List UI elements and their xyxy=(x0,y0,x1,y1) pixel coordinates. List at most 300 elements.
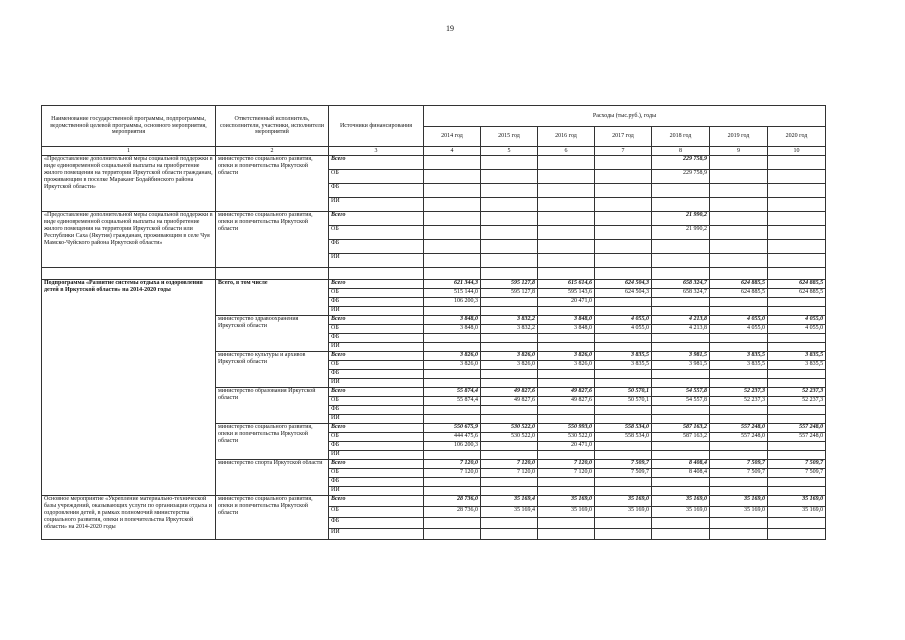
value-cell xyxy=(652,442,710,451)
funding-source-cell: ФБ xyxy=(329,184,424,198)
value-cell: 444 475,6 xyxy=(424,433,481,442)
funding-source-cell: ИИ xyxy=(329,379,424,388)
value-cell xyxy=(652,478,710,487)
value-cell: 587 163,2 xyxy=(652,424,710,433)
value-cell: 658 324,7 xyxy=(652,280,710,289)
value-cell: 3 981,5 xyxy=(652,352,710,361)
executor-cell: министерство социального развития, опеки и попечительства Иркутской области xyxy=(216,212,329,268)
funding-source-cell: ОБ xyxy=(329,170,424,184)
funding-source-cell: Всего xyxy=(329,352,424,361)
header-source: Источники финансирования xyxy=(329,106,424,147)
value-cell: 624 885,5 xyxy=(710,289,768,298)
funding-source-cell: ФБ xyxy=(329,442,424,451)
value-cell: 3 832,2 xyxy=(481,325,538,334)
value-cell: 35 169,0 xyxy=(595,496,652,507)
value-cell: 4 055,0 xyxy=(768,316,826,325)
value-cell: 35 169,0 xyxy=(538,507,595,518)
value-cell xyxy=(538,415,595,424)
value-cell xyxy=(710,478,768,487)
spacer-row xyxy=(42,268,826,280)
value-cell: 530 522,0 xyxy=(481,433,538,442)
value-cell xyxy=(424,478,481,487)
funding-source-cell: ОБ xyxy=(329,433,424,442)
funding-source-cell: ФБ xyxy=(329,518,424,529)
program-name-cell: Основное мероприятие «Укрепление материально-технической базы учреждений, оказывающих услуги по организации отдыха и оздоровления детей, в рамках полномочий министерства социального развития, опеки и попечительства Иркутской области» на 2014-2020 годы xyxy=(42,496,216,540)
value-cell: 3 981,5 xyxy=(652,361,710,370)
value-cell xyxy=(424,254,481,268)
value-cell: 624 504,3 xyxy=(595,289,652,298)
funding-source-cell: ОБ xyxy=(329,397,424,406)
value-cell: 550 675,9 xyxy=(424,424,481,433)
value-cell xyxy=(768,415,826,424)
funding-source-cell: ОБ xyxy=(329,361,424,370)
value-cell xyxy=(710,406,768,415)
value-cell xyxy=(538,451,595,460)
value-cell xyxy=(595,451,652,460)
empty-cell xyxy=(595,268,652,280)
value-cell: 35 169,0 xyxy=(768,496,826,507)
value-cell xyxy=(595,298,652,307)
value-cell: 3 826,0 xyxy=(424,361,481,370)
funding-source-cell: Всего xyxy=(329,388,424,397)
value-cell xyxy=(768,343,826,352)
value-cell xyxy=(595,343,652,352)
value-cell xyxy=(768,529,826,540)
value-cell xyxy=(652,343,710,352)
value-cell xyxy=(538,518,595,529)
value-cell xyxy=(710,529,768,540)
value-cell xyxy=(538,370,595,379)
value-cell xyxy=(768,334,826,343)
funding-source-cell: ИИ xyxy=(329,254,424,268)
value-cell: 35 169,4 xyxy=(481,507,538,518)
value-cell xyxy=(424,529,481,540)
value-cell xyxy=(424,406,481,415)
value-cell xyxy=(595,170,652,184)
funding-source-cell: ИИ xyxy=(329,343,424,352)
value-cell xyxy=(710,415,768,424)
funding-source-cell: Всего xyxy=(329,460,424,469)
value-cell: 4 055,0 xyxy=(710,325,768,334)
value-cell: 52 237,3 xyxy=(768,388,826,397)
executor-cell: министерство здравоохранения Иркутской области xyxy=(216,316,329,352)
value-cell: 106 200,3 xyxy=(424,442,481,451)
value-cell xyxy=(710,226,768,240)
column-number: 2 xyxy=(216,147,329,156)
value-cell: 49 827,6 xyxy=(538,388,595,397)
header-executor: Ответственный исполнитель, соисполнители, участники, исполнители мероприятий xyxy=(216,106,329,147)
value-cell: 558 534,0 xyxy=(595,424,652,433)
value-cell: 515 144,0 xyxy=(424,289,481,298)
value-cell: 54 557,8 xyxy=(652,397,710,406)
value-cell: 229 758,9 xyxy=(652,170,710,184)
funding-source-cell: ОБ xyxy=(329,289,424,298)
value-cell xyxy=(481,442,538,451)
value-cell xyxy=(538,212,595,226)
value-cell xyxy=(481,518,538,529)
table-row xyxy=(42,496,826,507)
value-cell: 3 835,5 xyxy=(595,352,652,361)
value-cell: 106 200,3 xyxy=(424,298,481,307)
value-cell xyxy=(538,406,595,415)
value-cell xyxy=(538,334,595,343)
funding-source-cell: ОБ xyxy=(329,469,424,478)
value-cell xyxy=(652,370,710,379)
funding-source-cell: ФБ xyxy=(329,298,424,307)
value-cell xyxy=(538,307,595,316)
header-year: 2019 год xyxy=(710,127,768,147)
value-cell: 7 509,7 xyxy=(768,460,826,469)
value-cell: 7 509,7 xyxy=(710,469,768,478)
value-cell: 49 827,6 xyxy=(481,397,538,406)
value-cell: 4 213,8 xyxy=(652,316,710,325)
value-cell xyxy=(424,518,481,529)
value-cell: 530 522,0 xyxy=(481,424,538,433)
value-cell: 7 120,0 xyxy=(481,469,538,478)
empty-cell xyxy=(42,268,216,280)
value-cell xyxy=(595,370,652,379)
header-year: 2016 год xyxy=(538,127,595,147)
value-cell xyxy=(768,442,826,451)
table-body xyxy=(42,106,826,540)
executor-cell: министерство образования Иркутской области xyxy=(216,388,329,424)
value-cell xyxy=(768,298,826,307)
value-cell xyxy=(595,415,652,424)
value-cell xyxy=(481,343,538,352)
value-cell: 3 835,5 xyxy=(768,361,826,370)
value-cell: 624 885,5 xyxy=(768,280,826,289)
value-cell xyxy=(481,170,538,184)
value-cell: 7 120,0 xyxy=(538,469,595,478)
value-cell xyxy=(481,226,538,240)
value-cell: 7 509,7 xyxy=(595,460,652,469)
value-cell xyxy=(481,198,538,212)
value-cell xyxy=(424,212,481,226)
column-number: 6 xyxy=(538,147,595,156)
value-cell: 530 522,0 xyxy=(538,433,595,442)
value-cell: 557 248,0 xyxy=(768,433,826,442)
column-number: 1 xyxy=(42,147,216,156)
funding-source-cell: Всего xyxy=(329,156,424,170)
table-row xyxy=(42,280,826,289)
value-cell: 28 736,0 xyxy=(424,507,481,518)
funding-source-cell: ФБ xyxy=(329,406,424,415)
value-cell: 3 848,0 xyxy=(424,316,481,325)
value-cell: 595 127,8 xyxy=(481,289,538,298)
empty-cell xyxy=(538,268,595,280)
value-cell xyxy=(768,170,826,184)
value-cell xyxy=(652,184,710,198)
value-cell: 3 848,0 xyxy=(538,325,595,334)
value-cell: 3 832,2 xyxy=(481,316,538,325)
value-cell xyxy=(768,379,826,388)
value-cell xyxy=(481,370,538,379)
value-cell: 595 127,8 xyxy=(481,280,538,289)
value-cell: 35 169,0 xyxy=(595,507,652,518)
header-expenses: Расходы (тыс.руб.), годы xyxy=(424,106,826,127)
value-cell: 49 827,6 xyxy=(481,388,538,397)
value-cell xyxy=(481,451,538,460)
value-cell xyxy=(710,212,768,226)
value-cell xyxy=(710,487,768,496)
value-cell xyxy=(424,170,481,184)
value-cell: 35 169,0 xyxy=(652,496,710,507)
value-cell: 7 509,7 xyxy=(768,469,826,478)
column-number: 4 xyxy=(424,147,481,156)
funding-source-cell: Всего xyxy=(329,424,424,433)
value-cell xyxy=(768,307,826,316)
funding-source-cell: Всего xyxy=(329,496,424,507)
value-cell xyxy=(538,254,595,268)
value-cell: 52 237,3 xyxy=(768,397,826,406)
column-numbers-row xyxy=(42,147,826,156)
value-cell: 35 169,0 xyxy=(538,496,595,507)
value-cell: 3 826,0 xyxy=(424,352,481,361)
program-name-cell: Подпрограмма «Развитие системы отдыха и оздоровления детей в Иркутской области» на 2014-2020 годы xyxy=(42,280,216,496)
value-cell xyxy=(710,442,768,451)
value-cell xyxy=(595,226,652,240)
column-number: 8 xyxy=(652,147,710,156)
value-cell: 3 835,5 xyxy=(710,352,768,361)
value-cell xyxy=(652,298,710,307)
value-cell: 595 143,6 xyxy=(538,289,595,298)
value-cell xyxy=(710,451,768,460)
funding-source-cell: Всего xyxy=(329,212,424,226)
funding-source-cell: ИИ xyxy=(329,487,424,496)
value-cell xyxy=(538,240,595,254)
value-cell: 587 163,2 xyxy=(652,433,710,442)
header-year: 2014 год xyxy=(424,127,481,147)
value-cell xyxy=(710,334,768,343)
value-cell: 557 248,0 xyxy=(710,424,768,433)
value-cell xyxy=(538,487,595,496)
value-cell: 7 120,0 xyxy=(424,460,481,469)
value-cell: 3 826,0 xyxy=(538,352,595,361)
value-cell: 3 835,5 xyxy=(768,352,826,361)
funding-source-cell: ФБ xyxy=(329,240,424,254)
value-cell: 3 826,0 xyxy=(481,352,538,361)
value-cell: 558 534,0 xyxy=(595,433,652,442)
value-cell xyxy=(652,406,710,415)
value-cell xyxy=(481,156,538,170)
header-year: 2018 год xyxy=(652,127,710,147)
value-cell xyxy=(595,184,652,198)
value-cell: 7 509,7 xyxy=(595,469,652,478)
value-cell xyxy=(481,240,538,254)
value-cell xyxy=(595,487,652,496)
value-cell xyxy=(538,156,595,170)
value-cell: 35 169,0 xyxy=(710,496,768,507)
value-cell: 624 885,5 xyxy=(710,280,768,289)
value-cell xyxy=(710,254,768,268)
value-cell xyxy=(481,212,538,226)
value-cell xyxy=(768,451,826,460)
value-cell xyxy=(768,518,826,529)
page-number: 19 xyxy=(446,24,454,33)
funding-source-cell: ОБ xyxy=(329,226,424,240)
value-cell xyxy=(768,240,826,254)
value-cell xyxy=(424,198,481,212)
value-cell xyxy=(481,379,538,388)
value-cell: 3 826,0 xyxy=(538,361,595,370)
value-cell xyxy=(481,298,538,307)
value-cell xyxy=(768,370,826,379)
value-cell xyxy=(595,518,652,529)
value-cell: 7 509,7 xyxy=(710,460,768,469)
value-cell xyxy=(424,334,481,343)
value-cell: 229 758,9 xyxy=(652,156,710,170)
value-cell: 52 237,3 xyxy=(710,397,768,406)
value-cell: 35 169,0 xyxy=(710,507,768,518)
value-cell xyxy=(481,478,538,487)
value-cell: 4 055,0 xyxy=(768,325,826,334)
value-cell xyxy=(424,370,481,379)
value-cell xyxy=(424,184,481,198)
value-cell xyxy=(424,379,481,388)
value-cell xyxy=(768,226,826,240)
value-cell: 7 120,0 xyxy=(481,460,538,469)
column-number: 9 xyxy=(710,147,768,156)
value-cell xyxy=(538,184,595,198)
value-cell xyxy=(652,240,710,254)
value-cell xyxy=(595,406,652,415)
value-cell xyxy=(538,170,595,184)
funding-source-cell: ОБ xyxy=(329,507,424,518)
empty-cell xyxy=(652,268,710,280)
value-cell: 21 990,2 xyxy=(652,212,710,226)
value-cell: 3 826,0 xyxy=(481,361,538,370)
value-cell xyxy=(768,254,826,268)
value-cell: 35 169,0 xyxy=(768,507,826,518)
value-cell: 3 848,0 xyxy=(424,325,481,334)
value-cell xyxy=(768,184,826,198)
column-number: 3 xyxy=(329,147,424,156)
value-cell xyxy=(652,529,710,540)
value-cell xyxy=(424,307,481,316)
value-cell: 54 557,8 xyxy=(652,388,710,397)
value-cell xyxy=(652,307,710,316)
value-cell xyxy=(538,478,595,487)
value-cell xyxy=(710,370,768,379)
value-cell xyxy=(768,156,826,170)
value-cell xyxy=(710,298,768,307)
value-cell xyxy=(710,240,768,254)
value-cell: 8 408,4 xyxy=(652,469,710,478)
value-cell xyxy=(481,529,538,540)
value-cell: 20 471,0 xyxy=(538,442,595,451)
table-row xyxy=(42,156,826,170)
funding-source-cell: ИИ xyxy=(329,529,424,540)
value-cell xyxy=(481,487,538,496)
value-cell xyxy=(481,254,538,268)
value-cell: 7 120,0 xyxy=(538,460,595,469)
value-cell xyxy=(424,240,481,254)
value-cell xyxy=(424,451,481,460)
value-cell: 624 504,3 xyxy=(595,280,652,289)
value-cell xyxy=(595,156,652,170)
value-cell: 621 344,3 xyxy=(424,280,481,289)
value-cell xyxy=(538,343,595,352)
value-cell: 3 835,5 xyxy=(710,361,768,370)
value-cell xyxy=(652,254,710,268)
value-cell xyxy=(768,478,826,487)
value-cell xyxy=(538,529,595,540)
empty-cell xyxy=(216,268,329,280)
value-cell xyxy=(595,198,652,212)
value-cell xyxy=(710,343,768,352)
value-cell xyxy=(424,156,481,170)
value-cell xyxy=(595,307,652,316)
value-cell xyxy=(652,487,710,496)
value-cell: 20 471,0 xyxy=(538,298,595,307)
value-cell xyxy=(710,170,768,184)
column-number: 10 xyxy=(768,147,826,156)
value-cell: 4 213,8 xyxy=(652,325,710,334)
value-cell xyxy=(595,240,652,254)
value-cell: 624 885,5 xyxy=(768,289,826,298)
value-cell: 35 169,4 xyxy=(481,496,538,507)
executor-cell: министерство спорта Иркутской области xyxy=(216,460,329,496)
program-name-cell: «Предоставление дополнительной меры социальной поддержки в виде единовременной социальной выплаты на приобретение жилого помещения на территории Иркутской области гражданам, проживающим в поселке Мараканг Бодайбинского района Иркутской области» xyxy=(42,156,216,212)
funding-source-cell: ФБ xyxy=(329,334,424,343)
value-cell xyxy=(595,334,652,343)
value-cell xyxy=(538,379,595,388)
executor-cell: министерство социального развития, опеки и попечительства Иркутской области xyxy=(216,496,329,540)
executor-cell: министерство социального развития, опеки и попечительства Иркутской области xyxy=(216,156,329,212)
executor-cell: министерство культуры и архивов Иркутской области xyxy=(216,352,329,388)
value-cell xyxy=(481,307,538,316)
header-year: 2020 год xyxy=(768,127,826,147)
value-cell xyxy=(424,343,481,352)
table-row xyxy=(42,212,826,226)
value-cell: 4 055,0 xyxy=(710,316,768,325)
value-cell: 49 827,6 xyxy=(538,397,595,406)
value-cell xyxy=(768,406,826,415)
program-name-cell: «Предоставление дополнительной меры социальной поддержки в виде единовременной социальной выплаты на приобретение жилого помещения на территории Иркутской области или Республики Саха (Якутия) гражданам, проживающим в селе Чуя Мамско-Чуйского района Иркутской области» xyxy=(42,212,216,268)
value-cell xyxy=(481,184,538,198)
value-cell: 615 614,6 xyxy=(538,280,595,289)
header-program: Наименование государственной программы, подпрограммы, ведомственной целевой программы, основного мероприятия, мероприятия xyxy=(42,106,216,147)
value-cell: 21 990,2 xyxy=(652,226,710,240)
value-cell xyxy=(424,226,481,240)
value-cell xyxy=(538,198,595,212)
empty-cell xyxy=(710,268,768,280)
executor-cell: Всего, в том числе xyxy=(216,280,329,316)
value-cell xyxy=(424,415,481,424)
value-cell xyxy=(710,198,768,212)
funding-source-cell: Всего xyxy=(329,316,424,325)
funding-source-cell: ИИ xyxy=(329,451,424,460)
value-cell xyxy=(710,379,768,388)
value-cell: 55 874,4 xyxy=(424,388,481,397)
value-cell xyxy=(710,307,768,316)
value-cell xyxy=(481,406,538,415)
value-cell xyxy=(424,487,481,496)
value-cell xyxy=(710,184,768,198)
value-cell: 4 055,0 xyxy=(595,325,652,334)
value-cell: 50 570,1 xyxy=(595,397,652,406)
value-cell xyxy=(710,518,768,529)
funding-source-cell: Всего xyxy=(329,280,424,289)
value-cell xyxy=(652,198,710,212)
value-cell: 52 237,3 xyxy=(710,388,768,397)
value-cell: 3 848,0 xyxy=(538,316,595,325)
value-cell xyxy=(652,379,710,388)
executor-cell: министерство социального развития, опеки и попечительства Иркутской области xyxy=(216,424,329,460)
empty-cell xyxy=(329,268,424,280)
value-cell: 50 570,1 xyxy=(595,388,652,397)
budget-table xyxy=(41,105,826,540)
